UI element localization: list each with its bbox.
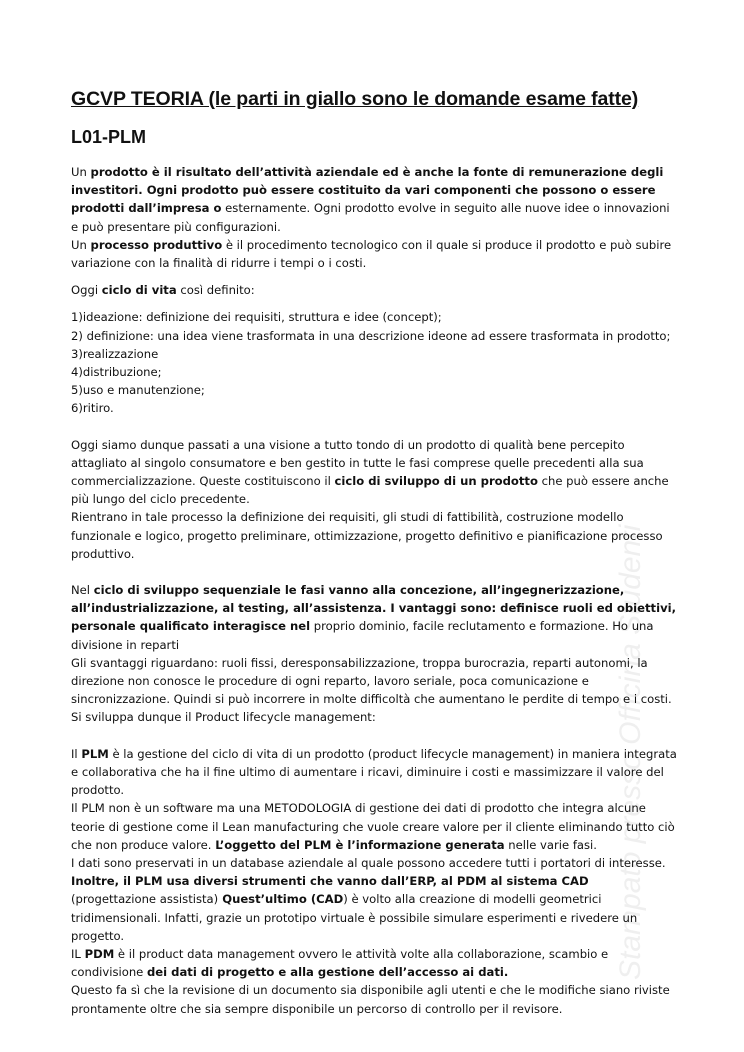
paragraph-ciclo-di-vita [71,281,677,299]
text: è il product data management ovvero le attività volte alla collaborazione, scambio e condivisione [71,946,609,980]
lifecycle-list [71,308,677,417]
text: Nel [71,583,94,598]
bold-text: ciclo di sviluppo di un prodotto [334,474,538,489]
bold-text: PLM [81,746,109,761]
paragraph-strumenti [71,872,677,945]
bold-text: PDM [84,946,115,961]
paragraph-plm-metodologia [71,799,677,854]
text: Oggi siamo dunque passati a una visione a tutto tondo di un prodotto di qualità bene percepito attagliato al singolo consumatore e ben gestito in tutte le fasi comprese quelle precedenti alla sua commercializzazione. Queste costituiscono il [71,437,644,489]
bold-text: Quest’ultimo (CAD [218,892,344,907]
text: Un [71,237,91,252]
paragraph-pdm [71,945,677,981]
text: esternamente. Ogni prodotto evolve in seguito alle nuove idee o innovazioni e può presentare più configurazioni. [71,201,670,234]
bold-text: processo produttivo [90,237,223,252]
paragraph-ciclo-sequenziale [71,581,677,654]
text: Il PLM non è un software ma una METODOLOGIA di gestione dei dati di prodotto che integra alcune teorie di gestione come il Lean manufacturing che vuole creare valore per il cliente eliminando tutto ciò che non produce valore. [71,801,675,852]
text: proprio dominio, facile reclutamento e formazione. Ho una divisione in reparti [71,619,654,652]
paragraph-requisiti: Rientrano in tale processo la definizione dei requisiti, gli studi di fattibilità, costruzione modello funzionale e logico, progetto preliminare, ottimizzazione, progetto definitivo e pianificazione processo produttivo. [71,510,663,561]
document-body [71,163,677,1018]
list-item: 6)ritiro. [71,401,114,416]
paragraph-processo-produttivo [71,236,677,272]
paragraph-revisione: Questo fa sì che la revisione di un documento sia disponibile agli utenti e che le modifiche siano riviste prontamente oltre che sia sempre disponibile un percorso di controllo per il revisore. [71,983,670,1016]
text: Il [71,746,82,761]
section-heading: L01-PLM [71,127,147,147]
paragraph-prodotto [71,163,677,236]
text: che può essere anche più lungo del ciclo precedente. [71,474,669,507]
bold-text: prodotto è il risultato dell’attività aziendale ed è anche la fonte di remunerazione degli investitori. Ogni prodotto può essere costituito da vari componenti che possono o essere prodotti dall’impresa o [71,165,664,216]
paragraph-database: I dati sono preservati in un database aziendale al quale possono accedere tutti i portatori di interesse. [71,855,666,870]
list-item: 5)uso e manutenzione; [71,383,205,398]
document-title: GCVP TEORIA (le parti in giallo sono le domande esame fatte) [71,88,639,110]
paragraph-plm [71,745,677,800]
text: così definito: [176,283,255,298]
text: è il procedimento tecnologico con il quale si produce il prodotto e può subire variazione con la finalità di ridurre i tempi o i costi. [71,237,672,271]
list-item: 4)distribuzione; [71,365,162,380]
bold-text: Inoltre, il PLM usa diversi strumenti che vanno dall’ERP, al PDM al sistema CAD [71,874,589,889]
text: Un [71,165,91,179]
text: (progettazione assistista) [71,892,219,907]
bold-text: dei dati di progetto e alla gestione dell’accesso ai dati. [147,965,509,980]
text: è la gestione del ciclo di vita di un prodotto (product lifecycle management) in maniera integrata e collaborativa che ha il fine ultimo di aumentare i ricavi, diminuire i costi e massimizzare il valore del prodotto. [71,746,677,798]
list-item: 2) definizione: una idea viene trasformata in una descrizione ideone ad essere trasformata in prodotto; [71,328,671,343]
list-item: 3)realizzazione [71,346,159,361]
bold-text: L’oggetto del PLM è l’informazione generata [215,837,505,852]
text: nelle varie fasi. [504,837,597,852]
text: ) è volto alla creazione di modelli geometrici tridimensionali. Infatti, grazie un prototipo virtuale è possibile simulare esperimenti e rivedere un progetto. [71,892,638,943]
list-item: 1)ideazione: definizione dei requisiti, struttura e idee (concept); [71,310,442,325]
bold-text: ciclo di sviluppo sequenziale le fasi vanno alla concezione, all’ingegnerizzazione, all’industrializzazione, al testing, all’assistenza. I vantaggi sono: definisce ruoli ed obiettivi, personale qualificato interagisce nel [71,583,677,634]
bold-text: ciclo di vita [101,283,177,298]
paragraph-svantaggi: Gli svantaggi riguardano: ruoli fissi, deresponsabilizzazione, troppa burocrazia, reparti autonomi, la direzione non conosce le procedure di ogni reparto, lavoro seriale, poca comunicazione e sincronizzazione. Quindi si può incorrere in molte difficoltà che aumentano le perdite di tempo e i costi. Si sviluppa dunque il Product lifecycle management: [71,655,672,725]
watermark-text: Stampato presso Officina Studenti [614,524,647,980]
text: Oggi [71,283,102,298]
text: IL [71,946,85,961]
paragraph-ciclo-di-sviluppo [71,436,677,509]
